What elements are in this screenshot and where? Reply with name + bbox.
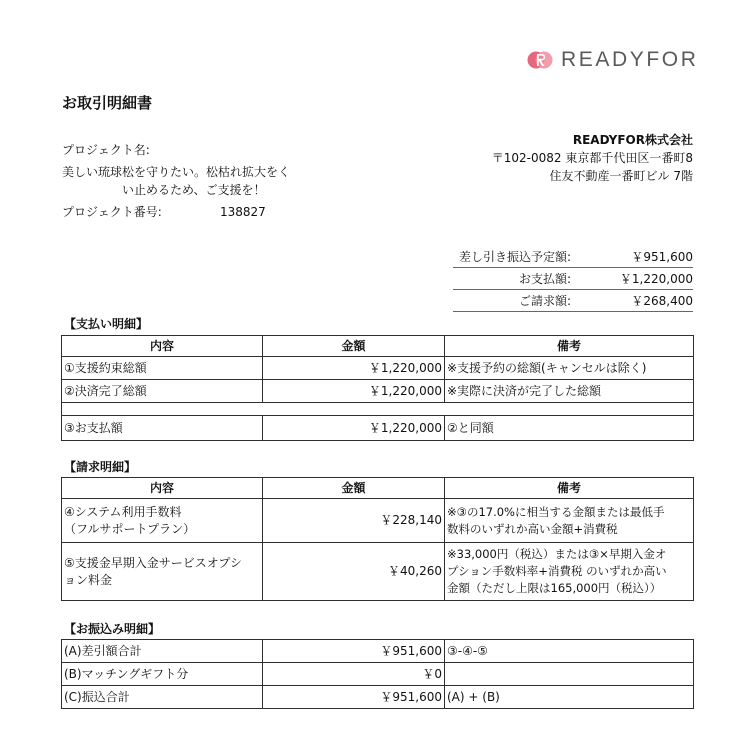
row-item: ③お支払額 bbox=[62, 416, 263, 441]
project-number-row bbox=[62, 203, 322, 222]
row-item: ②決済完了総額 bbox=[62, 380, 263, 403]
transfer-section-title: 【お振込み明細】 bbox=[64, 622, 161, 636]
row-note bbox=[445, 499, 694, 543]
table-row bbox=[62, 416, 694, 441]
summary-value: ￥268,400 bbox=[631, 294, 693, 308]
summary-label: ご請求額: bbox=[518, 294, 571, 308]
header-note: 備考 bbox=[445, 478, 694, 499]
project-name-line2: い止めるため、ご支援を！ bbox=[122, 183, 266, 197]
table-row bbox=[62, 686, 694, 709]
row-item: (A)差引額合計 bbox=[62, 640, 263, 663]
row-amount: ￥1,220,000 bbox=[263, 416, 445, 441]
row-note: ※実際に決済が完了した総額 bbox=[445, 380, 694, 403]
row-note bbox=[445, 663, 694, 686]
row-amount: ￥951,600 bbox=[263, 640, 445, 663]
row-amount: ￥0 bbox=[263, 663, 445, 686]
header-note: 備考 bbox=[445, 336, 694, 357]
table-row bbox=[62, 543, 694, 601]
transfer-table bbox=[61, 639, 694, 709]
project-name-label: プロジェクト名: bbox=[62, 143, 150, 157]
row-note: ②と同額 bbox=[445, 416, 694, 441]
row-item bbox=[62, 543, 263, 601]
row-item bbox=[62, 499, 263, 543]
row-amount: ￥951,600 bbox=[263, 686, 445, 709]
billing-table bbox=[61, 477, 694, 601]
project-number-label: プロジェクト番号: bbox=[62, 205, 162, 219]
row-note-line3: 金額（ただし上限は165,000円（税込）） bbox=[447, 581, 662, 595]
payment-table bbox=[61, 335, 694, 441]
table-header-row bbox=[62, 478, 694, 499]
row-item-line2: （フルサポートプラン） bbox=[64, 521, 196, 536]
project-name-line1: 美しい琉球松を守りたい。松枯れ拡大をく bbox=[62, 165, 291, 179]
row-note-line2: 数料のいずれか高い金額+消費税 bbox=[447, 521, 618, 536]
table-header-row bbox=[62, 336, 694, 357]
row-amount: ￥228,140 bbox=[263, 499, 445, 543]
company-name: READYFOR株式会社 bbox=[572, 133, 693, 147]
summary-row-payment bbox=[453, 268, 693, 290]
header-amount: 金額 bbox=[263, 336, 445, 357]
row-amount: ￥40,260 bbox=[263, 543, 445, 601]
table-row bbox=[62, 663, 694, 686]
summary-value: ￥1,220,000 bbox=[619, 272, 693, 286]
company-address1: 〒102-0082 東京都千代田区一番町8 bbox=[491, 151, 693, 165]
row-amount: ￥1,220,000 bbox=[263, 357, 445, 380]
readyfor-mark-icon bbox=[527, 47, 553, 73]
row-item: (C)振込合計 bbox=[62, 686, 263, 709]
spacer-row bbox=[62, 403, 694, 416]
summary-row-billing bbox=[453, 290, 693, 312]
header-item: 内容 bbox=[62, 336, 263, 357]
row-item: ①支援約束総額 bbox=[62, 357, 263, 380]
row-note: ※支援予約の総額(キャンセルは除く) bbox=[445, 357, 694, 380]
table-row bbox=[62, 499, 694, 543]
row-note: ③-④-⑤ bbox=[445, 640, 694, 663]
readyfor-logo bbox=[527, 46, 698, 74]
row-note-line1: ※33,000円（税込）または③×早期入金オ bbox=[447, 547, 667, 561]
summary-label: 差し引き振込予定額: bbox=[458, 250, 571, 264]
row-note: (A) + (B) bbox=[445, 686, 694, 709]
row-item-line1: ④システム利用手数料 bbox=[64, 504, 182, 519]
summary-value: ￥951,600 bbox=[631, 250, 693, 264]
payment-section-title: 【支払い明細】 bbox=[64, 317, 149, 331]
table-row bbox=[62, 357, 694, 380]
row-item-line1: ⑤支援金早期入金サービスオプシ bbox=[64, 555, 242, 570]
row-note-line1: ※③の17.0%に相当する金額または最低手 bbox=[447, 504, 665, 519]
row-note bbox=[445, 543, 694, 601]
summary-row-transfer bbox=[453, 246, 693, 268]
document-title: お取引明細書 bbox=[62, 94, 153, 112]
table-row bbox=[62, 380, 694, 403]
billing-section-title: 【請求明細】 bbox=[64, 460, 137, 474]
row-note-line2: プション手数料率+消費税 のいずれか高い bbox=[447, 564, 667, 578]
spacer-cell bbox=[62, 403, 694, 416]
header-item: 内容 bbox=[62, 478, 263, 499]
table-row bbox=[62, 640, 694, 663]
row-amount: ￥1,220,000 bbox=[263, 380, 445, 403]
logo-text: READYFOR bbox=[561, 48, 699, 71]
company-address2: 住友不動産一番町ビル 7階 bbox=[549, 169, 693, 183]
summary-label: お支払額: bbox=[518, 272, 571, 286]
row-item: (B)マッチングギフト分 bbox=[62, 663, 263, 686]
row-item-line2: ョン料金 bbox=[64, 572, 113, 587]
header-amount: 金額 bbox=[263, 478, 445, 499]
project-number: 138827 bbox=[220, 205, 266, 219]
